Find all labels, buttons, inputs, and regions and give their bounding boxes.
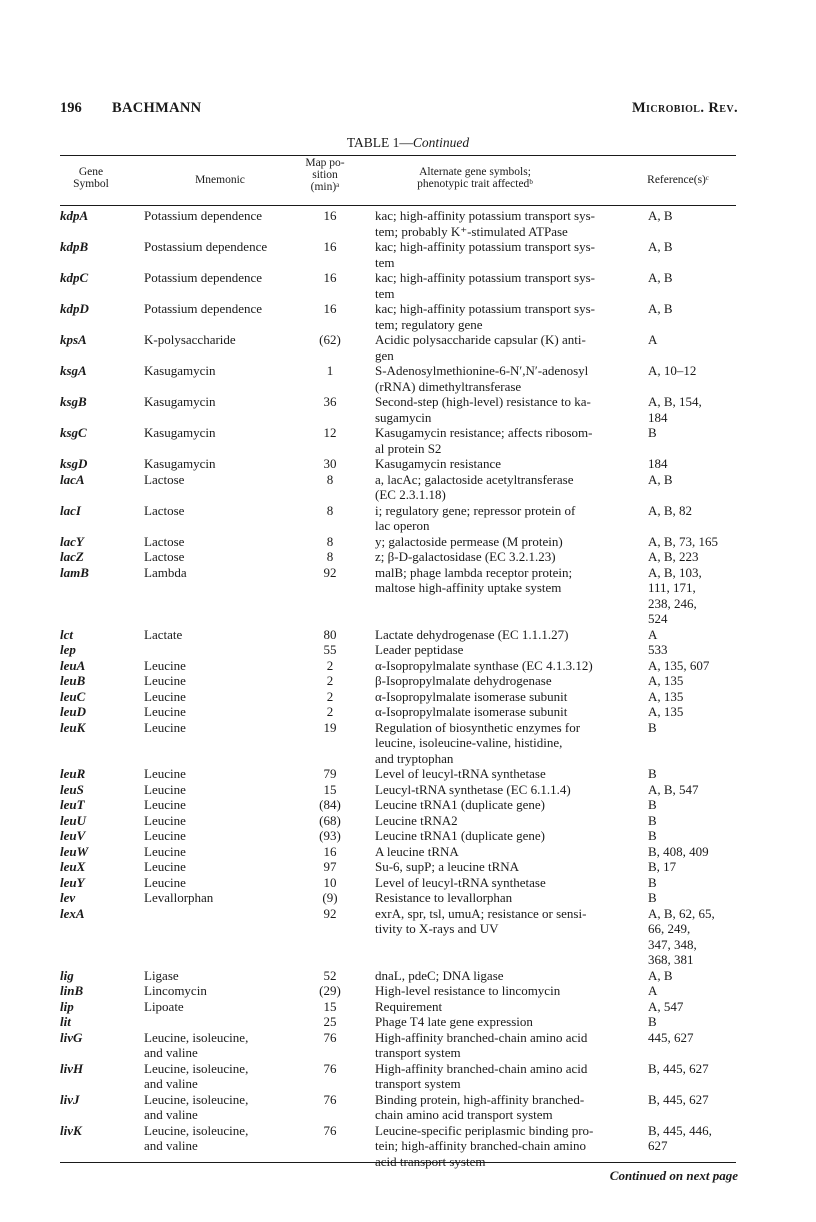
cell-mnemonic: Leucine <box>144 688 186 704</box>
cell-mnemonic: Levallorphan <box>144 890 214 905</box>
cell-gene-symbol: leuC <box>60 688 86 704</box>
table-bottom-rule <box>60 1162 736 1163</box>
cell-mnemonic: Lactate <box>144 626 183 642</box>
cell-map-position: 97 <box>323 859 337 874</box>
cell-gene-symbol: livG <box>60 1029 83 1045</box>
cell-map-position: 52 <box>323 967 337 983</box>
cell-mnemonic: Lactose <box>144 502 185 518</box>
table-row <box>0 1061 816 1092</box>
cell-alternate-symbols: kac; high-affinity potassium transport sys- tem <box>375 239 596 270</box>
column-header-mnemonic: Mnemonic <box>195 174 245 186</box>
cell-references: A <box>648 983 658 998</box>
cell-map-position: 15 <box>323 781 337 797</box>
cell-references: A <box>648 626 658 642</box>
cell-references: B, 445, 446, 627 <box>648 1122 712 1153</box>
cell-alternate-symbols: y; galactoside permease (M protein) <box>375 533 563 549</box>
cell-map-position: 80 <box>323 626 337 642</box>
column-header-gene-symbol: Gene Symbol <box>73 166 109 190</box>
cell-map-position: 76 <box>323 1029 337 1045</box>
table-row <box>0 565 816 627</box>
cell-gene-symbol: lit <box>60 1014 71 1029</box>
cell-references: B <box>648 766 657 781</box>
cell-references: A, B, 62, 65, 66, 249, 347, 348, 368, 381 <box>648 905 715 967</box>
cell-references: A, 135 <box>648 688 684 704</box>
column-header-alternate-symbols: Alternate gene symbols; phenotypic trait affectedᵇ <box>417 166 533 190</box>
cell-references: A, B, 73, 165 <box>648 533 719 549</box>
cell-references: A, B <box>648 967 673 983</box>
cell-map-position: 8 <box>326 533 334 549</box>
cell-references: 184 <box>648 456 668 471</box>
cell-map-position: (93) <box>319 828 341 843</box>
cell-mnemonic: Leucine <box>144 874 186 890</box>
table-row <box>0 890 816 906</box>
cell-mnemonic: Leucine <box>144 766 186 781</box>
table-row <box>0 270 816 301</box>
cell-gene-symbol: leuD <box>60 704 86 719</box>
cell-mnemonic: Leucine <box>144 843 186 859</box>
column-header-references: Reference(s)ᶜ <box>647 174 709 186</box>
table-row <box>0 968 816 984</box>
cell-gene-symbol: leuY <box>60 874 85 890</box>
cell-references: A, B <box>648 239 673 254</box>
continued-note: Continued on next page <box>609 1168 738 1183</box>
cell-mnemonic: Leucine, isoleucine, and valine <box>144 1060 249 1091</box>
table-row <box>0 456 816 472</box>
cell-alternate-symbols: Leucine tRNA1 (duplicate gene) <box>375 828 546 843</box>
table-top-rule <box>60 155 736 156</box>
cell-gene-symbol: lexA <box>60 905 85 921</box>
cell-gene-symbol: ksgB <box>60 394 87 409</box>
cell-alternate-symbols: S-Adenosylmethionine-6-N′,N′-adenosyl (rRNA) dimethyltransferase <box>375 363 589 394</box>
cell-mnemonic: Kasugamycin <box>144 394 216 409</box>
cell-map-position: (68) <box>319 812 341 828</box>
cell-alternate-symbols: Leucyl-tRNA synthetase (EC 6.1.1.4) <box>375 781 571 797</box>
cell-map-position: 8 <box>326 471 334 487</box>
cell-alternate-symbols: Leucine tRNA1 (duplicate gene) <box>375 797 546 812</box>
cell-map-position: 76 <box>323 1060 337 1076</box>
table-row <box>0 828 816 844</box>
cell-references: B, 17 <box>648 859 677 874</box>
table-row <box>0 1014 816 1030</box>
cell-map-position: 25 <box>323 1014 337 1029</box>
cell-references: A, 135 <box>648 704 684 719</box>
table-body <box>0 208 816 1169</box>
cell-gene-symbol: lacZ <box>60 549 84 564</box>
cell-mnemonic: Leucine <box>144 781 186 797</box>
cell-gene-symbol: livK <box>60 1122 82 1138</box>
cell-gene-symbol: kdpD <box>60 301 89 316</box>
cell-alternate-symbols: i; regulatory gene; repressor protein of lac operon <box>375 502 576 533</box>
cell-alternate-symbols: Kasugamycin resistance <box>375 456 501 471</box>
cell-gene-symbol: leuW <box>60 843 89 859</box>
cell-alternate-symbols: α-Isopropylmalate isomerase subunit <box>375 704 568 719</box>
cell-references: A <box>648 332 658 347</box>
cell-map-position: (9) <box>322 890 338 905</box>
cell-alternate-symbols: High-level resistance to lincomycin <box>375 983 561 998</box>
cell-mnemonic: Lipoate <box>144 998 184 1014</box>
cell-map-position: 2 <box>326 657 334 673</box>
cell-references: B, 408, 409 <box>648 843 709 859</box>
cell-mnemonic: Lambda <box>144 564 187 580</box>
cell-gene-symbol: ksgD <box>60 456 88 471</box>
cell-mnemonic: Lactose <box>144 471 185 487</box>
cell-references: B <box>648 828 657 843</box>
cell-alternate-symbols: Second-step (high-level) resistance to ka- sugamycin <box>375 394 591 425</box>
cell-mnemonic: Leucine, isoleucine, and valine <box>144 1029 249 1060</box>
cell-alternate-symbols: kac; high-affinity potassium transport sys- tem <box>375 270 596 301</box>
cell-references: A, B <box>648 270 673 285</box>
table-title-label: TABLE 1— <box>346 135 413 150</box>
table-row <box>0 472 816 503</box>
cell-gene-symbol: ksgC <box>60 425 87 440</box>
cell-map-position: 10 <box>323 874 337 890</box>
cell-map-position: 16 <box>323 208 337 223</box>
cell-alternate-symbols: Acidic polysaccharide capsular (K) anti- gen <box>375 332 586 363</box>
cell-map-position: 15 <box>323 998 337 1014</box>
cell-mnemonic: Ligase <box>144 967 179 983</box>
cell-gene-symbol: ksgA <box>60 363 87 378</box>
cell-alternate-symbols: kac; high-affinity potassium transport sys- tem; probably K⁺-stimulated ATPase <box>375 208 596 239</box>
cell-gene-symbol: lacY <box>60 533 84 549</box>
cell-alternate-symbols: Requirement <box>375 998 443 1014</box>
cell-gene-symbol: kdpA <box>60 208 89 223</box>
cell-references: B <box>648 1014 657 1029</box>
cell-map-position: (29) <box>319 983 341 998</box>
cell-alternate-symbols: α-Isopropylmalate synthase (EC 4.1.3.12) <box>375 657 593 673</box>
cell-map-position: 19 <box>323 719 337 735</box>
cell-map-position: 16 <box>323 301 337 316</box>
cell-alternate-symbols: Leader peptidase <box>375 642 464 657</box>
cell-alternate-symbols: Binding protein, high-affinity branched- chain amino acid transport system <box>375 1091 585 1122</box>
cell-gene-symbol: livH <box>60 1060 84 1076</box>
cell-mnemonic: Leucine <box>144 859 186 874</box>
cell-gene-symbol: leuS <box>60 781 84 797</box>
cell-alternate-symbols: Leucine-specific periplasmic binding pro- tein; high-affinity branched-chain amino acid transport system <box>375 1122 594 1169</box>
table-row <box>0 503 816 534</box>
cell-references: A, B <box>648 301 673 316</box>
table-row <box>0 766 816 782</box>
cell-references: A, 10–12 <box>648 363 697 378</box>
table-row <box>0 999 816 1015</box>
cell-mnemonic: Leucine, isoleucine, and valine <box>144 1091 249 1122</box>
table-row <box>0 394 816 425</box>
table-row <box>0 720 816 767</box>
cell-gene-symbol: leuB <box>60 673 86 688</box>
cell-references: A, 135, 607 <box>648 657 710 673</box>
cell-references: A, B, 223 <box>648 549 699 564</box>
cell-alternate-symbols: Lactate dehydrogenase (EC 1.1.1.27) <box>375 626 569 642</box>
cell-gene-symbol: leuA <box>60 657 86 673</box>
table-row <box>0 549 816 565</box>
table-row <box>0 859 816 875</box>
table-column-headers <box>0 157 816 205</box>
table-row <box>0 425 816 456</box>
cell-alternate-symbols: High-affinity branched-chain amino acid transport system <box>375 1060 588 1091</box>
cell-map-position: 92 <box>323 905 337 921</box>
table-row <box>0 332 816 363</box>
cell-gene-symbol: kdpC <box>60 270 89 285</box>
cell-mnemonic: Potassium dependence <box>144 270 263 285</box>
cell-mnemonic: Potassium dependence <box>144 301 263 316</box>
cell-map-position: 30 <box>323 456 337 471</box>
table-row <box>0 301 816 332</box>
cell-mnemonic: Kasugamycin <box>144 363 216 378</box>
cell-mnemonic: Lincomycin <box>144 983 207 998</box>
cell-references: A, 135 <box>648 673 684 688</box>
cell-gene-symbol: linB <box>60 983 84 998</box>
table-row <box>0 642 816 658</box>
table-title-continued: Continued <box>412 135 470 150</box>
cell-references: A, B <box>648 471 673 487</box>
table-title <box>0 135 816 151</box>
cell-alternate-symbols: exrA, spr, tsl, umuA; resistance or sensi- tivity to X-rays and UV <box>375 905 587 936</box>
cell-alternate-symbols: High-affinity branched-chain amino acid transport system <box>375 1029 588 1060</box>
table-row <box>0 673 816 689</box>
cell-references: B <box>648 890 657 905</box>
cell-gene-symbol: lacA <box>60 471 85 487</box>
table-row <box>0 208 816 239</box>
table-row <box>0 689 816 705</box>
cell-alternate-symbols: a, lacAc; galactoside acetyltransferase (EC 2.3.1.18) <box>375 471 574 502</box>
cell-gene-symbol: lig <box>60 967 74 983</box>
cell-mnemonic: Postassium dependence <box>144 239 268 254</box>
table-row <box>0 875 816 891</box>
cell-gene-symbol: lip <box>60 998 74 1014</box>
cell-mnemonic: Lactose <box>144 533 185 549</box>
cell-map-position: 8 <box>326 549 334 564</box>
table-row <box>0 906 816 968</box>
cell-alternate-symbols: malB; phage lambda receptor protein; maltose high-affinity uptake system <box>375 564 573 595</box>
cell-gene-symbol: lacI <box>60 502 81 518</box>
cell-references: A, B <box>648 208 673 223</box>
table-row <box>0 658 816 674</box>
cell-map-position: 16 <box>323 843 337 859</box>
cell-map-position: 2 <box>326 704 334 719</box>
cell-references: B, 445, 627 <box>648 1091 709 1107</box>
cell-map-position: 55 <box>323 642 337 657</box>
table-row <box>0 627 816 643</box>
table-row <box>0 363 816 394</box>
cell-map-position: 16 <box>323 270 337 285</box>
cell-references: B, 445, 627 <box>648 1060 709 1076</box>
cell-gene-symbol: leuU <box>60 812 86 828</box>
cell-alternate-symbols: Level of leucyl-tRNA synthetase <box>375 766 546 781</box>
cell-gene-symbol: kpsA <box>60 332 87 347</box>
cell-alternate-symbols: A leucine tRNA <box>375 843 459 859</box>
cell-map-position: 1 <box>326 363 334 378</box>
cell-alternate-symbols: β-Isopropylmalate dehydrogenase <box>375 673 552 688</box>
cell-mnemonic: Leucine <box>144 657 186 673</box>
cell-references: B <box>648 719 657 735</box>
cell-references: B <box>648 797 657 812</box>
cell-gene-symbol: leuK <box>60 719 86 735</box>
cell-mnemonic: Leucine <box>144 719 186 735</box>
table-row <box>0 983 816 999</box>
cell-map-position: (62) <box>319 332 341 347</box>
cell-gene-symbol: lev <box>60 890 76 905</box>
table-row <box>0 1030 816 1061</box>
cell-mnemonic: Kasugamycin <box>144 456 216 471</box>
cell-references: A, B, 103, 111, 171, 238, 246, 524 <box>648 564 702 626</box>
cell-references: B <box>648 874 657 890</box>
running-head-journal: Microbiol. Rev. <box>631 100 738 116</box>
cell-mnemonic: Leucine <box>144 828 186 843</box>
cell-map-position: 76 <box>323 1091 337 1107</box>
cell-alternate-symbols: Level of leucyl-tRNA synthetase <box>375 874 546 890</box>
cell-gene-symbol: lct <box>60 626 73 642</box>
cell-alternate-symbols: dnaL, pdeC; DNA ligase <box>375 967 504 983</box>
cell-mnemonic: Lactose <box>144 549 185 564</box>
cell-map-position: 36 <box>323 394 337 409</box>
table-row <box>0 704 816 720</box>
cell-references: 445, 627 <box>648 1029 694 1045</box>
column-header-map-position: Map po- sition (min)ᵃ <box>305 157 345 193</box>
cell-gene-symbol: leuR <box>60 766 86 781</box>
cell-gene-symbol: livJ <box>60 1091 80 1107</box>
table-header-rule <box>60 205 736 206</box>
cell-map-position: 16 <box>323 239 337 254</box>
cell-alternate-symbols: Regulation of biosynthetic enzymes for leucine, isoleucine-valine, histidine, and tryptophan <box>375 719 581 766</box>
cell-alternate-symbols: Kasugamycin resistance; affects ribosom- al protein S2 <box>375 425 593 456</box>
cell-mnemonic: Leucine <box>144 704 186 719</box>
cell-alternate-symbols: kac; high-affinity potassium transport sys- tem; regulatory gene <box>375 301 596 332</box>
cell-gene-symbol: leuT <box>60 797 85 812</box>
cell-gene-symbol: kdpB <box>60 239 89 254</box>
cell-mnemonic: Potassium dependence <box>144 208 263 223</box>
cell-alternate-symbols: α-Isopropylmalate isomerase subunit <box>375 688 568 704</box>
cell-mnemonic: Kasugamycin <box>144 425 216 440</box>
table-row <box>0 782 816 798</box>
cell-references: A, 547 <box>648 998 684 1014</box>
cell-map-position: 8 <box>326 502 334 518</box>
cell-alternate-symbols: Phage T4 late gene expression <box>375 1014 533 1029</box>
cell-gene-symbol: lep <box>60 642 76 657</box>
cell-map-position: 2 <box>326 688 334 704</box>
table-row <box>0 534 816 550</box>
table-row <box>0 813 816 829</box>
cell-gene-symbol: leuX <box>60 859 86 874</box>
cell-gene-symbol: lamB <box>60 564 89 580</box>
table-row <box>0 1092 816 1123</box>
cell-map-position: 76 <box>323 1122 337 1138</box>
page-number: 196 <box>60 100 82 116</box>
table-row <box>0 239 816 270</box>
table-row <box>0 844 816 860</box>
cell-references: A, B, 547 <box>648 781 699 797</box>
cell-map-position: (84) <box>319 797 341 812</box>
cell-references: B <box>648 425 657 440</box>
cell-gene-symbol: leuV <box>60 828 86 843</box>
cell-alternate-symbols: Leucine tRNA2 <box>375 812 458 828</box>
cell-references: 533 <box>648 642 668 657</box>
cell-alternate-symbols: Resistance to levallorphan <box>375 890 513 905</box>
table-row <box>0 797 816 813</box>
cell-mnemonic: Leucine <box>144 797 186 812</box>
cell-map-position: 92 <box>323 564 337 580</box>
running-head-author: BACHMANN <box>112 100 202 116</box>
cell-references: A, B, 154, 184 <box>648 394 702 425</box>
cell-mnemonic: Leucine <box>144 673 186 688</box>
cell-references: A, B, 82 <box>648 502 693 518</box>
cell-map-position: 12 <box>323 425 337 440</box>
cell-mnemonic: Leucine <box>144 812 186 828</box>
cell-alternate-symbols: Su-6, supP; a leucine tRNA <box>375 859 520 874</box>
cell-mnemonic: Leucine, isoleucine, and valine <box>144 1122 249 1153</box>
cell-map-position: 79 <box>323 766 337 781</box>
cell-map-position: 2 <box>326 673 334 688</box>
cell-alternate-symbols: z; β-D-galactosidase (EC 3.2.1.23) <box>375 549 556 564</box>
cell-references: B <box>648 812 657 828</box>
cell-mnemonic: K-polysaccharide <box>144 332 236 347</box>
